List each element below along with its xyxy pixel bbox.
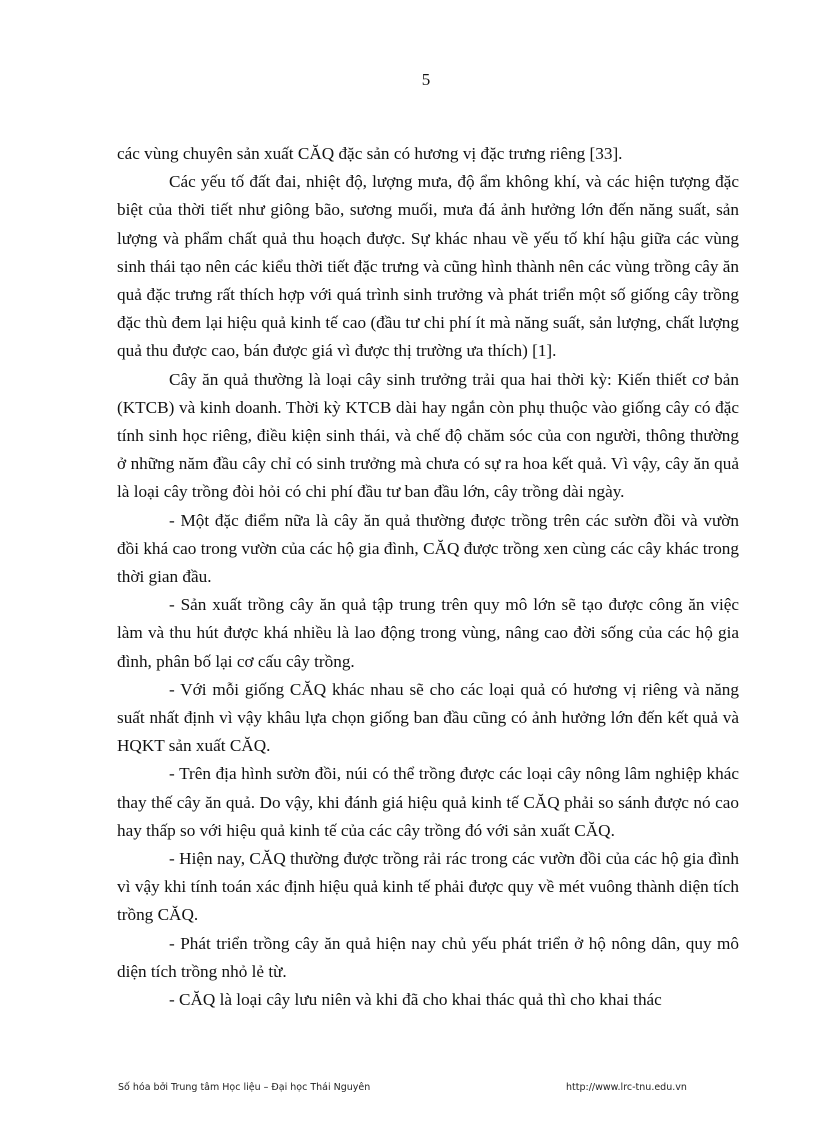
paragraph-continuation: các vùng chuyên sản xuất CĂQ đặc sản có hương vị đặc trưng riêng [33]. [117,144,623,163]
footer-url: http://www.lrc-tnu.edu.vn [566,1082,687,1093]
bullet-employment: - Sản xuất trồng cây ăn quả tập trung trên quy mô lớn sẽ tạo được công ăn việc làm và thu hút được khá nhiều là lao động trong vùng, nâng cao đời sống của các hộ gia đình, phân bố lại cơ cấu cây trồng. [117,595,739,671]
page-number: 5 [421,70,431,89]
bullet-smallholder: - Phát triển trồng cây ăn quả hiện nay chủ yếu phát triển ở hộ nông dân, quy mô diện tích trồng nhỏ lẻ từ. [117,933,739,981]
bullet-scattered-planting: - Hiện nay, CĂQ thường được trồng rải rác trong các vườn đồi của các hộ gia đình vì vậy khi tính toán xác định hiệu quả kinh tế phải được quy về mét vuông thành diện tích trồng CĂQ. [117,849,739,925]
document-body [117,140,739,1014]
paragraph-growth-periods: Cây ăn quả thường là loại cây sinh trưởng trải qua hai thời kỳ: Kiến thiết cơ bản (KTCB) và kinh doanh. Thời kỳ KTCB dài hay ngắn còn phụ thuộc vào giống cây có đặc tính sinh học riêng, điều kiện sinh thái, và chế độ chăm sóc của con người, thông thường ở những năm đầu cây chỉ có sinh trưởng mà chưa có sự ra hoa kết quả. Vì vậy, cây ăn quả là loại cây trồng đòi hỏi có chi phí đầu tư ban đầu lớn, cây trồng dài ngày. [117,369,739,502]
bullet-slope-planting: - Một đặc điểm nữa là cây ăn quả thường được trồng trên các sườn đồi và vườn đồi khá cao trong vườn của các hộ gia đình, CĂQ được trồng xen cùng các cây khác trong thời gian đầu. [117,510,739,587]
bullet-variety-selection: - Với mỗi giống CĂQ khác nhau sẽ cho các loại quả có hương vị riêng và năng suất nhất định vì vậy khâu lựa chọn giống ban đầu cũng có ảnh hưởng lớn đến kết quả và HQKT sản xuất CĂQ. [117,679,739,756]
bullet-perennial: - CĂQ là loại cây lưu niên và khi đã cho khai thác quả thì cho khai thác [169,990,662,1010]
paragraph-climate-factors: Các yếu tố đất đai, nhiệt độ, lượng mưa, độ ẩm không khí, và các hiện tượng đặc biệt của thời tiết như giông bão, sương muối, mưa đá ảnh hưởng lớn đến năng suất, sản lượng và phẩm chất quả thu hoạch được. Sự khác nhau về yếu tố khí hậu giữa các vùng sinh thái tạo nên các kiểu thời tiết đặc trưng và cũng hình thành nên các vùng trồng cây ăn quả đặc trưng rất thích hợp với quá trình sinh trưởng và phát triển một số giống cây trồng đặc thù đem lại hiệu quả kinh tế cao (đầu tư chi phí ít mà năng suất, sản lượng, chất lượng quả thu được cao, bán được giá vì được thị trường ưa thích) [1]. [117,172,739,361]
bullet-alternative-crops: - Trên địa hình sườn đồi, núi có thể trồng được các loại cây nông lâm nghiệp khác thay thế cây ăn quả. Do vậy, khi đánh giá hiệu quả kinh tế CĂQ phải so sánh được nó cao hay thấp so với hiệu quả kinh tế của các cây trồng đó với sản xuất CĂQ. [117,764,739,840]
footer-source: Số hóa bởi Trung tâm Học liệu – Đại học Thái Nguyên [118,1082,371,1093]
